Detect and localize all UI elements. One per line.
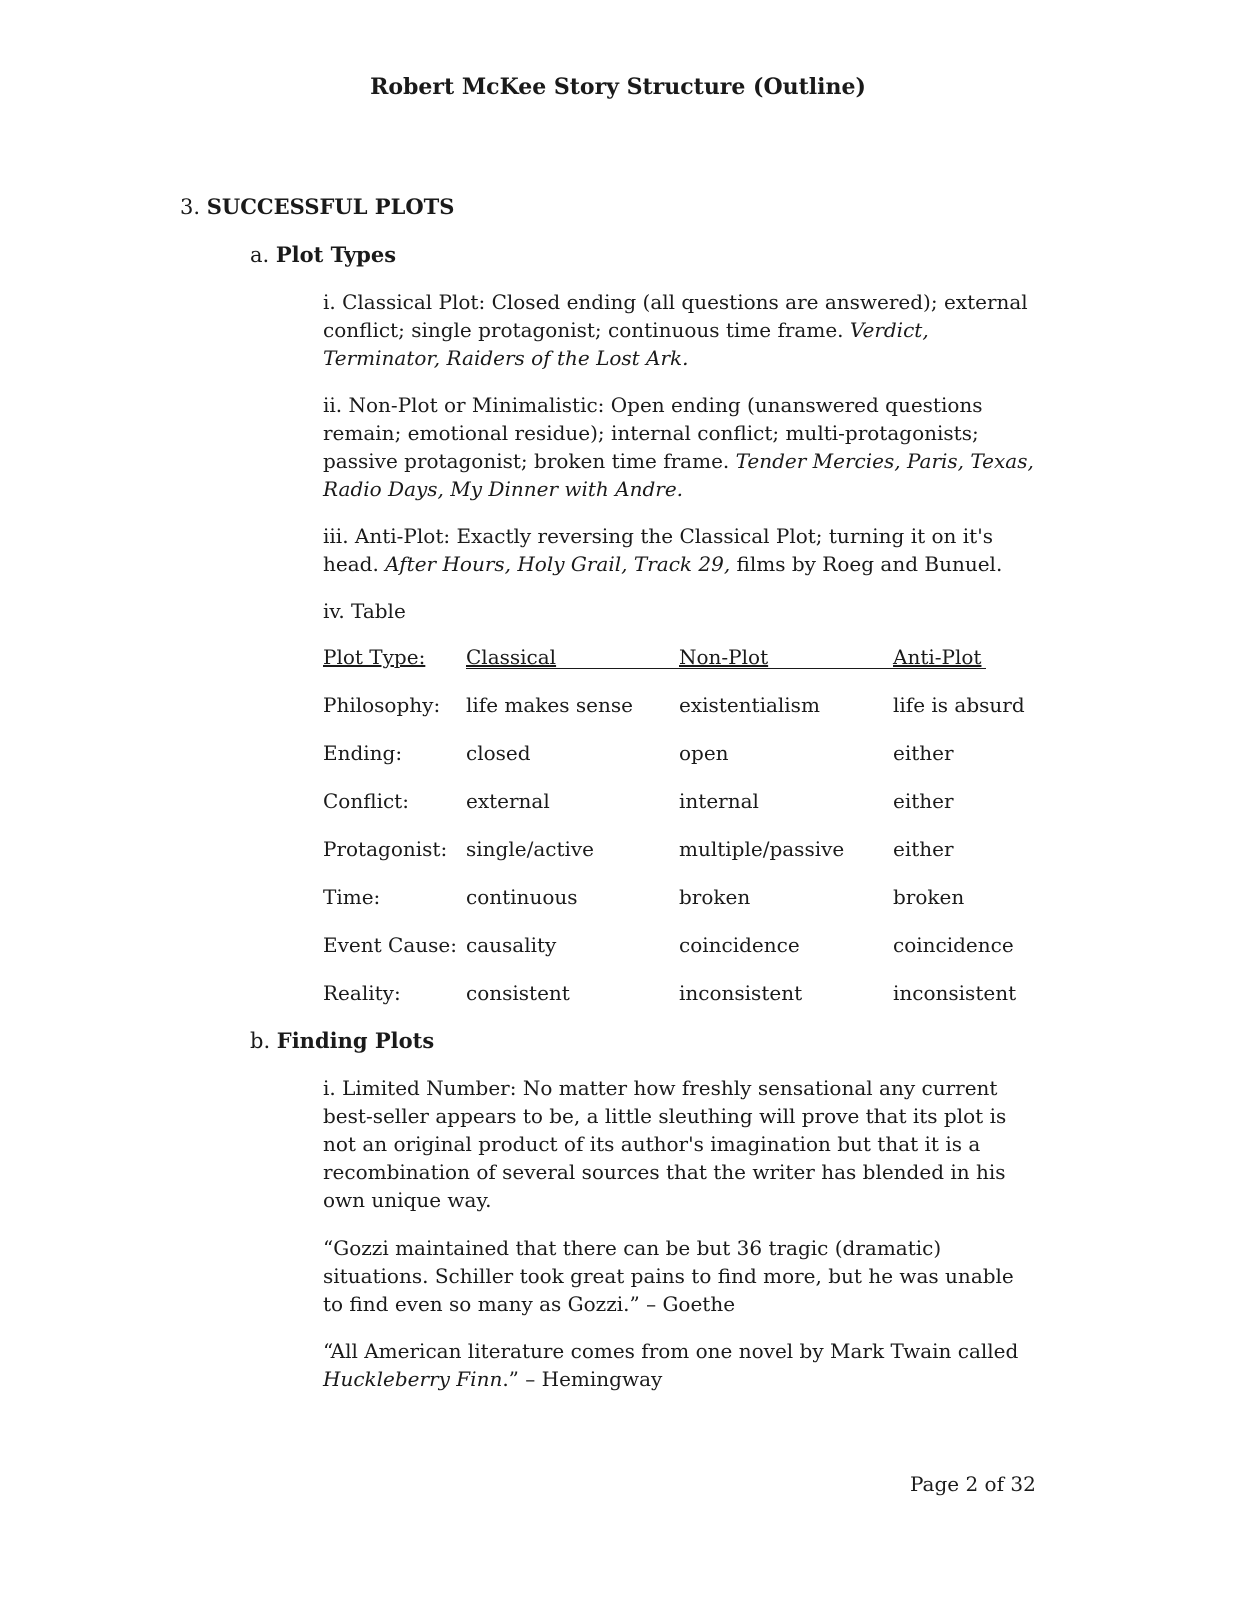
- table-cell: single/active: [466, 837, 595, 861]
- table-cell: either: [893, 837, 954, 861]
- table-cell: coincidence: [679, 933, 800, 957]
- table-header-cell: Non-Plot: [679, 645, 769, 669]
- table-row: [323, 693, 1033, 741]
- subsection-title: Plot Types: [275, 242, 397, 267]
- quote-hemingway: [323, 1337, 1038, 1393]
- paragraph-text: ii. Non-Plot or Minimalistic: Open ending (unanswered questions remain; emotional residue); internal conflict; multi-protagonists; passive protagonist; broken time frame.: [323, 393, 983, 473]
- table-cell: Event Cause:: [323, 933, 457, 957]
- document-title: Robert McKee Story Structure (Outline): [370, 74, 866, 100]
- table-header-cell: Classical: [466, 645, 557, 669]
- table-header-row: [323, 645, 1033, 693]
- subsection-prefix: b.: [250, 1029, 277, 1053]
- table-row: [323, 933, 1033, 981]
- subsection-heading-finding-plots: [250, 1028, 434, 1053]
- table-row: [323, 741, 1033, 789]
- paragraph-anti-plot: [323, 522, 1038, 578]
- table-cell: Philosophy:: [323, 693, 441, 717]
- table-cell: consistent: [466, 981, 570, 1005]
- subsection-heading-plot-types: [250, 242, 396, 267]
- table-cell: Conflict:: [323, 789, 409, 813]
- section-number: 3.: [180, 195, 207, 219]
- section-heading: [180, 194, 454, 219]
- table-row: [323, 885, 1033, 933]
- table-cell: Ending:: [323, 741, 403, 765]
- table-cell: external: [466, 789, 550, 813]
- table-cell: life makes sense: [466, 693, 633, 717]
- table-cell: Time:: [323, 885, 381, 909]
- paragraph-limited-number: i. Limited Number: No matter how freshly sensational any current best-seller appears to be, a little sleuthing will prove that its plot is not an original product of its author's imagination but that it is a recombination of several sources that the writer has blended in his own unique way.: [323, 1076, 1007, 1212]
- film-examples: Verdict, Terminator, Raiders of the Lost Ark.: [323, 318, 929, 370]
- quote-tail: .” – Hemingway: [502, 1367, 663, 1391]
- table-cell: existentialism: [679, 693, 820, 717]
- table-row: [323, 981, 1033, 1029]
- paragraph-text: iii. Anti-Plot: Exactly reversing the Classical Plot; turning it on it's head.: [323, 524, 993, 576]
- table-cell: Protagonist:: [323, 837, 448, 861]
- table-cell: either: [893, 741, 954, 765]
- quote-goethe: “Gozzi maintained that there can be but 36 tragic (dramatic) situations. Schiller took great pains to find more, but he was unable to find even so many as Gozzi.” – Goethe: [323, 1236, 1014, 1316]
- table-cell: Reality:: [323, 981, 401, 1005]
- paragraph-table-label: iv. Table: [323, 599, 406, 623]
- table-cell: multiple/passive: [679, 837, 845, 861]
- paragraph-non-plot: [323, 391, 1038, 503]
- table-cell: coincidence: [893, 933, 1014, 957]
- table-cell: inconsistent: [679, 981, 803, 1005]
- table-cell: closed: [466, 741, 531, 765]
- paragraph-classical-plot: [323, 288, 1038, 372]
- table-cell: broken: [893, 885, 965, 909]
- page-number: Page 2 of 32: [910, 1472, 1036, 1496]
- paragraph-tail: films by Roeg and Bunuel.: [730, 552, 1003, 576]
- film-examples: After Hours, Holy Grail, Track 29,: [385, 552, 731, 576]
- table-header-cell: Plot Type:: [323, 645, 426, 669]
- table-cell: continuous: [466, 885, 578, 909]
- section-title: SUCCESSFUL PLOTS: [206, 194, 455, 219]
- table-row: [323, 837, 1033, 885]
- paragraph-text: i. Classical Plot: Closed ending (all questions are answered); external conflict; single protagonist; continuous time frame.: [323, 290, 1028, 342]
- table-cell: internal: [679, 789, 759, 813]
- table-cell: either: [893, 789, 954, 813]
- table-cell: causality: [466, 933, 557, 957]
- table-header-cell: Anti-Plot: [893, 645, 982, 669]
- table-row: [323, 789, 1033, 837]
- subsection-prefix: a.: [250, 243, 276, 267]
- table-cell: life is absurd: [893, 693, 1025, 717]
- book-title: Huckleberry Finn: [323, 1367, 503, 1391]
- subsection-title: Finding Plots: [276, 1028, 435, 1053]
- film-examples: Tender Mercies, Paris, Texas, Radio Days, My Dinner with Andre.: [323, 449, 1034, 501]
- quote-text: “All American literature comes from one novel by Mark Twain called: [323, 1339, 1019, 1363]
- plot-type-table: [323, 645, 1033, 1029]
- table-cell: inconsistent: [893, 981, 1017, 1005]
- table-cell: broken: [679, 885, 751, 909]
- table-cell: open: [679, 741, 729, 765]
